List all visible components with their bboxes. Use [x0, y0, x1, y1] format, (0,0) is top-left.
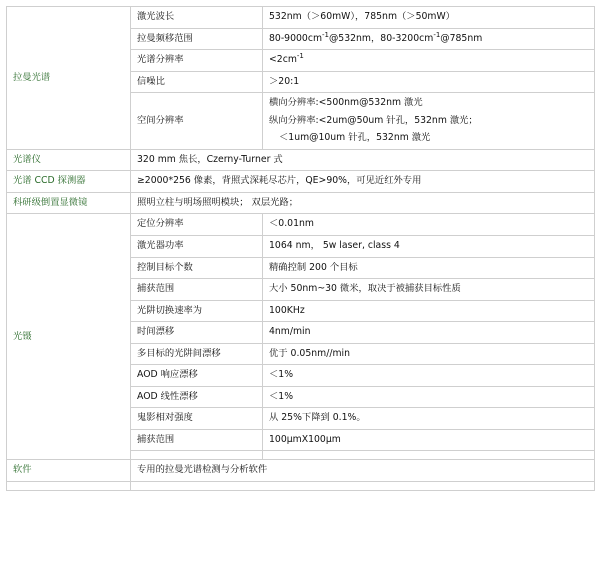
row-value: 专用的拉曼光谱检测与分析软件 — [131, 460, 595, 482]
row-sub-label — [131, 451, 263, 460]
row-value: 532nm（＞60mW），785nm（＞50mW） — [263, 7, 595, 29]
row-value: 4nm/min — [263, 322, 595, 344]
table-row — [7, 192, 595, 214]
row-value — [263, 93, 595, 150]
row-value: ＜1% — [263, 386, 595, 408]
row-sub-label: 光谱分辨率 — [131, 50, 263, 72]
row-sub-label: 空间分辨率 — [131, 93, 263, 150]
row-value: 从 25%下降到 0.1%。 — [263, 408, 595, 430]
row-value: 1064 nm， 5w laser, class 4 — [263, 236, 595, 258]
value-line: 纵向分辨率:<2um@50um 针孔，532nm 激光； — [269, 114, 478, 126]
row-category: 拉曼光谱 — [7, 7, 131, 150]
value-superscript: -1 — [433, 30, 441, 39]
row-sub-label: AOD 响应漂移 — [131, 365, 263, 387]
row-value — [131, 482, 595, 491]
row-sub-label: 定位分辨率 — [131, 214, 263, 236]
row-sub-label: 控制目标个数 — [131, 257, 263, 279]
row-category: 光镊 — [7, 214, 131, 460]
row-sub-label: AOD 线性漂移 — [131, 386, 263, 408]
value-part: @532nm，80-3200cm — [329, 32, 434, 44]
row-sub-label: 捕获范围 — [131, 279, 263, 301]
row-sub-label: 拉曼频移范围 — [131, 28, 263, 50]
row-sub-label: 激光器功率 — [131, 236, 263, 258]
spec-sheet — [0, 6, 600, 563]
row-sub-label: 捕获范围 — [131, 429, 263, 451]
row-category: 光谱仪 — [7, 149, 131, 171]
row-value: 优于 0.05nm//min — [263, 343, 595, 365]
table-row — [7, 482, 595, 491]
row-category: 软件 — [7, 460, 131, 482]
table-row — [7, 149, 595, 171]
specification-table — [6, 6, 595, 491]
row-value: ＜1% — [263, 365, 595, 387]
value-line: 横向分辨率:<500nm@532nm 激光 — [269, 97, 423, 109]
row-value: 大小 50nm~30 微米，取决于被捕获目标性质 — [263, 279, 595, 301]
row-category — [7, 482, 131, 491]
row-category: 科研级倒置显微镜 — [7, 192, 131, 214]
table-row — [7, 171, 595, 193]
row-value: 精确控制 200 个目标 — [263, 257, 595, 279]
value-line: ＜1um@10um 针孔，532nm 激光 — [279, 132, 431, 144]
row-value: 照明立柱与明场照明模块； 双层光路； — [131, 192, 595, 214]
table-row — [7, 214, 595, 236]
row-value: ＞20:1 — [263, 71, 595, 93]
row-value: 100KHz — [263, 300, 595, 322]
row-value: 100μmX100μm — [263, 429, 595, 451]
value-part: 80-9000cm — [269, 32, 323, 44]
value-part: @785nm — [440, 32, 483, 44]
value-part: <2cm — [269, 54, 297, 66]
row-sub-label: 时间漂移 — [131, 322, 263, 344]
row-category: 光谱 CCD 探测器 — [7, 171, 131, 193]
value-superscript: -1 — [322, 30, 329, 39]
value-superscript: -1 — [296, 52, 304, 60]
row-sub-label: 光阱切换速率为 — [131, 300, 263, 322]
row-value — [263, 28, 595, 50]
row-sub-label: 多目标的光阱间漂移 — [131, 343, 263, 365]
row-value: ＜0.01nm — [263, 214, 595, 236]
row-value: ≥2000*256 像素，背照式深耗尽芯片，QE>90%，可见近红外专用 — [131, 171, 595, 193]
row-value — [263, 451, 595, 460]
row-sub-label: 鬼影相对强度 — [131, 408, 263, 430]
row-value — [263, 50, 595, 72]
row-sub-label: 信噪比 — [131, 71, 263, 93]
table-row — [7, 460, 595, 482]
row-value: 320 mm 焦长，Czerny-Turner 式 — [131, 149, 595, 171]
row-sub-label: 激光波长 — [131, 7, 263, 29]
table-row — [7, 7, 595, 29]
